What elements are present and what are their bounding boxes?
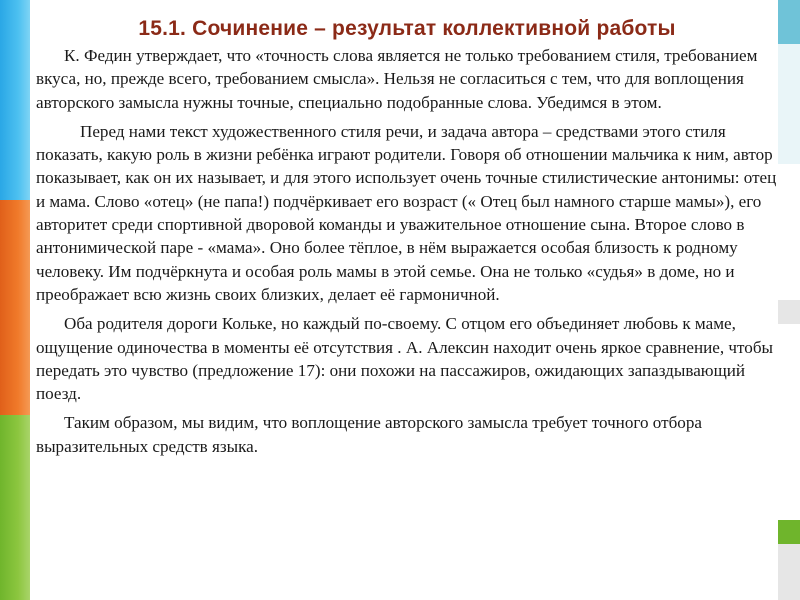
slide-content — [36, 14, 778, 598]
paragraph-intro: К. Федин утверждает, что «точность слова является не только требованием стиля, требованием вкуса, но, прежде всего, требованием смысла». Нельзя не согласиться с тем, что для воплощения авторского замысла нужны точные, специально подобранные слова. Убедимся в этом. — [36, 46, 758, 112]
decor-tile-teal — [778, 0, 800, 44]
decor-tile-green — [778, 520, 800, 544]
paragraph-conclusion: Таким образом, мы видим, что воплощение авторского замысла требует точного отбора выразительных средств языка. — [36, 413, 702, 456]
paragraph-comparison: Оба родителя дороги Кольке, но каждый по-своему. С отцом его объединяет любовь к маме, ощущение одиночества в моменты её отсутствия . А. Алексин находит очень яркое сравнение, чтобы передать это чувство (предложение 17): они похожи на пассажиров, ожидающих запаздывающий поезд. — [36, 314, 773, 404]
decor-tile-gray — [778, 300, 800, 324]
decor-tile-gray-bottom — [778, 544, 800, 600]
decor-stripe-green — [0, 415, 30, 600]
paragraph-analysis: Перед нами текст художественного стиля речи, и задача автора – средствами этого стиля показать, какую роль в жизни ребёнка играют родители. Говоря об отношении мальчика к ним, автор показывает, как он их называет, и для этого использует очень точные стилистические антонимы: отец и мама. Слово «отец» (не папа!) подчёркивает его возраст (« Отец был намного старше мамы»), его авторитет среди спортивной дворовой команды и уважительное отношение сына. Второе слово в антонимической паре - «мама». Оно более тёплое, в нём выражается особая близость к родному человеку. Им подчёркнута и особая роль мамы в этой семье. Она не только «судья» в доме, но и преображает всю жизнь своих близких, делает её гармоничной. — [36, 121, 777, 304]
slide-title: 15.1. Сочинение – результат коллективной работы — [138, 17, 676, 40]
decor-stripe-orange — [0, 200, 30, 415]
decor-stripe-blue — [0, 0, 30, 200]
decor-tile-light — [778, 44, 800, 164]
